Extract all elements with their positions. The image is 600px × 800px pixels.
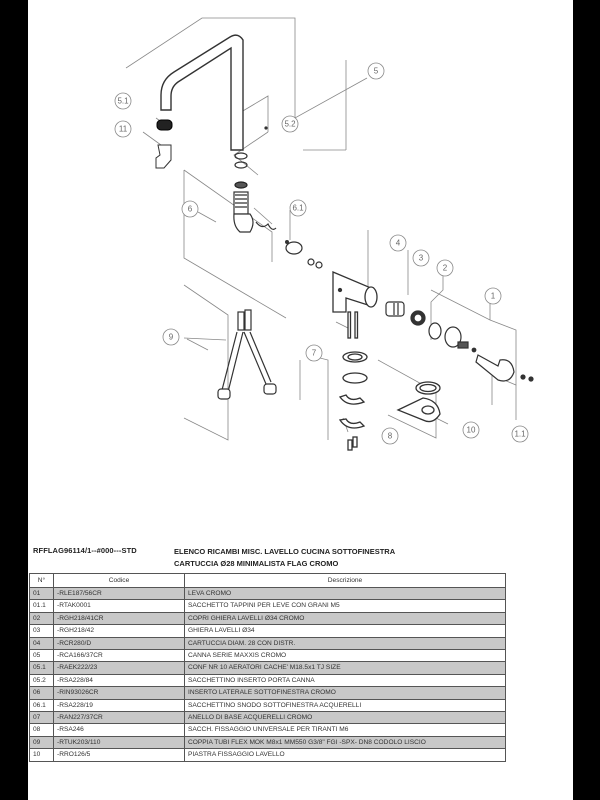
row-number: 08 <box>30 724 54 736</box>
callout-6-1: 6.1 <box>292 203 304 213</box>
callout-7: 7 <box>311 348 317 358</box>
row-description: COPRI GHIERA LAVELLI Ø34 CROMO <box>185 612 506 624</box>
row-description: SACCHETTINO INSERTO PORTA CANNA <box>185 674 506 686</box>
table-row <box>30 662 506 674</box>
row-description: CONF NR 10 AERATORI CACHE' M18.5x1 TJ SIZE <box>185 662 506 674</box>
row-code: -RSA246 <box>54 724 185 736</box>
row-description: ANELLO DI BASE ACQUERELLI CROMO <box>185 712 506 724</box>
table-row <box>30 600 506 612</box>
table-row <box>30 736 506 748</box>
row-code: -RGH218/42 <box>54 625 185 637</box>
table-row <box>30 625 506 637</box>
document-title-line-2: CARTUCCIA Ø28 MINIMALISTA FLAG CROMO <box>174 559 339 568</box>
row-number: 09 <box>30 736 54 748</box>
table-row <box>30 650 506 662</box>
column-header-description: Descrizione <box>185 574 506 588</box>
callout-labels <box>117 67 526 441</box>
row-number: 01.1 <box>30 600 54 612</box>
row-code: -RCA166/37CR <box>54 650 185 662</box>
row-description: SACCHETTINO SNODO SOTTOFINESTRA ACQUERELLI <box>185 699 506 711</box>
row-description: PIASTRA FISSAGGIO LAVELLO <box>185 749 506 761</box>
row-description: COPPIA TUBI FLEX MOK M8x1 MM550 G3/8" FGI -SPX- DN8 CODOLO LISCIO <box>185 736 506 748</box>
column-header-code: Codice <box>54 574 185 588</box>
callout-10: 10 <box>466 425 476 435</box>
exploded-view-diagram <box>28 0 573 520</box>
row-code: -RIN93026CR <box>54 687 185 699</box>
table-row <box>30 588 506 600</box>
callout-8: 8 <box>387 431 393 441</box>
callout-5-1: 5.1 <box>117 96 129 106</box>
row-description: SACCH. FISSAGGIO UNIVERSALE PER TIRANTI M6 <box>185 724 506 736</box>
row-code: -RRO126/5 <box>54 749 185 761</box>
row-description: LEVA CROMO <box>185 588 506 600</box>
row-description: INSERTO LATERALE SOTTOFINESTRA CROMO <box>185 687 506 699</box>
row-number: 05 <box>30 650 54 662</box>
table-row <box>30 712 506 724</box>
table-row <box>30 749 506 761</box>
row-number: 10 <box>30 749 54 761</box>
callout-11: 11 <box>118 124 128 134</box>
row-number: 03 <box>30 625 54 637</box>
row-description: SACCHETTO TAPPINI PER LEVE CON GRANI M5 <box>185 600 506 612</box>
callout-9: 9 <box>168 332 174 342</box>
row-description: CARTUCCIA DIAM. 28 CON DISTR. <box>185 637 506 649</box>
table-row <box>30 674 506 686</box>
document-title-line-1: ELENCO RICAMBI MISC. LAVELLO CUCINA SOTTOFINESTRA <box>174 547 396 556</box>
table-row <box>30 699 506 711</box>
callout-3: 3 <box>418 253 424 263</box>
row-code: -RSA228/19 <box>54 699 185 711</box>
row-code: -RTAK0001 <box>54 600 185 612</box>
table-header-row <box>30 574 506 588</box>
callout-5: 5 <box>373 66 379 76</box>
parts-table <box>29 573 506 762</box>
table-row <box>30 724 506 736</box>
row-code: -RAEK222/23 <box>54 662 185 674</box>
document-title <box>174 546 395 570</box>
document-page <box>28 0 573 800</box>
row-code: -RLE187/56CR <box>54 588 185 600</box>
table-row <box>30 687 506 699</box>
callout-1-1: 1.1 <box>514 429 526 439</box>
row-number: 04 <box>30 637 54 649</box>
row-number: 05.2 <box>30 674 54 686</box>
callout-4: 4 <box>395 238 401 248</box>
row-number: 01 <box>30 588 54 600</box>
table-row <box>30 637 506 649</box>
row-code: -RTUK203/110 <box>54 736 185 748</box>
document-code: RFFLAG96114/1--#000---STD <box>33 546 137 555</box>
callout-5-2: 5.2 <box>284 119 296 129</box>
row-code: -RAN227/37CR <box>54 712 185 724</box>
row-number: 05.1 <box>30 662 54 674</box>
row-code: -RCR280/D <box>54 637 185 649</box>
row-number: 06.1 <box>30 699 54 711</box>
column-header-number: N° <box>30 574 54 588</box>
row-code: -RSA228/84 <box>54 674 185 686</box>
row-description: GHIERA LAVELLI Ø34 <box>185 625 506 637</box>
callout-1: 1 <box>490 291 496 301</box>
callout-2: 2 <box>442 263 448 273</box>
callout-6: 6 <box>187 204 193 214</box>
row-description: CANNA SERIE MAXXIS CROMO <box>185 650 506 662</box>
row-number: 02 <box>30 612 54 624</box>
row-number: 07 <box>30 712 54 724</box>
row-code: -RGH218/41CR <box>54 612 185 624</box>
row-number: 06 <box>30 687 54 699</box>
table-row <box>30 612 506 624</box>
